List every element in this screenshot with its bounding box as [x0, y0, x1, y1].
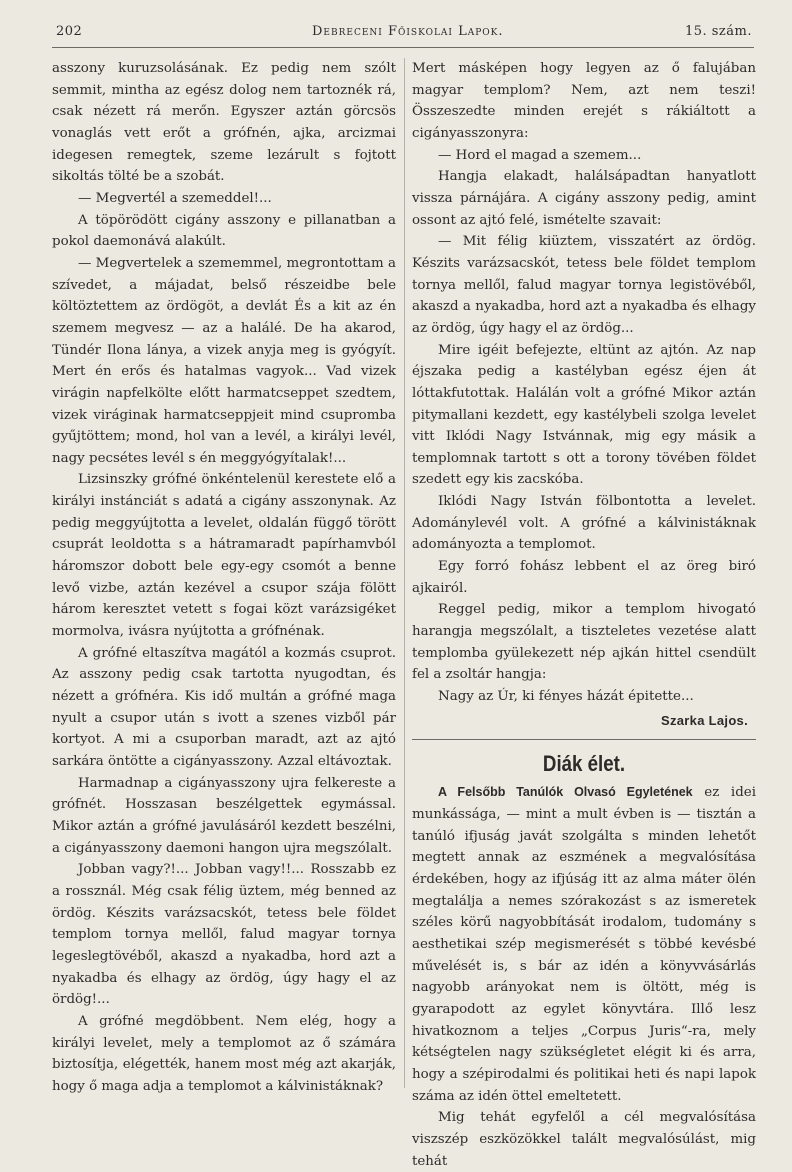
- paragraph: Hangja elakadt, halálsápadtan hanyatlott vissza párnájára. A cigány asszony pedig, amint ossont az ajtó felé, ismételte szavait:: [412, 169, 756, 228]
- column-divider: [404, 58, 405, 1088]
- paragraph: Nagy az Úr, ki fényes házát épitette...: [438, 689, 694, 705]
- paragraph: Mire igéit befejezte, eltünt az ajtón. Az nap éjszaka pedig a kastélyban egész éjen át lóttakfutottak. Halálán volt a grófné Mikor aztán pitymallani kezdett, egy kastélybeli szolga levelet vitt Iklódi Nagy Istvánnak, mig egy másik a templomnak tartott s ott a torony tövében földet szedett egy kis zacskóba.: [412, 342, 756, 488]
- left-column: [52, 58, 396, 1098]
- section-separator: [412, 739, 756, 740]
- section-lead: A Felsőbb Tanúlók Olvasó Egyletének: [438, 785, 693, 800]
- paragraph: asszony kuruzsolásának. Ez pedig nem szólt semmit, mintha az egész dolog nem tartoznék rá, csak nézett rá merőn. Egyszer aztán görcsös vonaglás vett erőt a grófnén, ajka, arcizmai idegesen remegtek, szeme lezárult s fojtott sikoltás tölté be a szobát.: [52, 61, 396, 185]
- paragraph: A grófné eltaszítva magától a kozmás csuprot. Az asszony pedig csak tartotta nyugodtan, és nézett a grófnéra. Kis idő multán a grófné maga nyult a csupor után s ivott a szenes vizből pár kortyot. A mi a csuporban maradt, azt az ajtó sarkára öntötte a cigányasszony. Azzal eltávoztak.: [52, 645, 396, 769]
- paragraph: — Hord el magad a szemem...: [438, 147, 642, 163]
- paragraph: Harmadnap a cigányasszony ujra felkereste a grófnét. Hosszasan beszélgettek egymással. Mikor aztán a grófné javulásáról kezdett beszélni, a cigányasszony daemoni hangon ujra megszólalt.: [52, 775, 396, 856]
- paragraph: Iklódi Nagy István fölbontotta a levelet. Adománylevél volt. A grófné a kálvinistáknak adományozta a templomot.: [412, 494, 756, 553]
- paragraph: Mert másképen hogy legyen az ő falujában magyar templom? Nem, azt nem teszi! Összeszedte minden erejét s rákiáltott a cigányasszonyra:: [412, 61, 756, 141]
- section-title: Diák élet.: [542, 751, 626, 777]
- paragraph-text: ez idei munkássága, — mint a mult évben is — tisztán a tanúló ifjuság javát szolgálta s minden lehetőt megtett annak az eszmének a megvalósítása érdekében, hogy az ifjúság itt az alma máter ölén megtalálja a nemes szórakozást s az ismeretek széles körű nagyobbítását irodalom, tudomány s aesthetikai szép megismerését s többé kevésbé művelését is, s bár az idén a könyvvásárlás nagyobb arányokat nem is öltött, még is gyarapodott az egylet könyvtára. Illő lesz hivatkoznom a teljes „Corpus Juris“-ra, mely kétségtelen nagy szükségletet elégit ki és arra, hogy a szépirodalmi és politikai heti és napi lapok száma az idén öttel emeltetett.: [412, 785, 756, 1104]
- paragraph: Reggel pedig, mikor a templom hivogató harangja megszólalt, a tiszteletes vezetése alatt templomba gyülekezett nép ajkán hittel csendült fel a zsoltár hangja:: [412, 602, 756, 683]
- right-column: [412, 58, 756, 1172]
- paragraph: — Mit félig kiüztem, visszatért az ördög. Készits varázsacskót, tetess bele földet templom tornya mellől, falud magyar tornya legistövéből, akaszd a nyakadba, hord azt a nyakadba és elhagy az ördög, úgy hagy el az ördög...: [412, 234, 756, 336]
- paragraph: [412, 782, 756, 1107]
- paragraph: — Megvertelek a szememmel, megrontottam a szívedet, a májadat, belső részeidbe bele költöztettem az ördögöt, a devlát És a kit az én szemem megvesz — az a halálé. De ha akarod, Tündér Ilona lánya, a vizek anyja meg is gyógyít. Mert én erős és hatalmas vagyok... Vad vizek virágin napfelkölte előtt harmatcseppet szedtem, vizek viráginak harmatcseppjeit mind csupromba gyűjtöttem; mond, hol van a levél, a királyi levél, nagy pecsétes levél s én meggyógyítalak!...: [52, 255, 396, 466]
- paragraph: A grófné megdöbbent. Nem elég, hogy a királyi levelet, mely a templomot az ő számára biztosítja, elégették, hanem most még azt akarják, hogy ő maga adja a templomot a kálvinistáknak?: [52, 1013, 396, 1094]
- journal-title: Debreceni Főiskolai Lapok.: [312, 24, 504, 39]
- paragraph: Mig tehát egyfelől a cél megvalósítása viszszép eszközökkel talált megvalósúlást, mig tehát: [412, 1110, 756, 1169]
- paragraph: Lizsinszky grófné önkéntelenül kerestete elő a királyi instánciát s adatá a cigány asszonynak. Az pedig meggyújtotta a levelet, oldalán függő törött csuprát leoldotta s a hátramaradt papírhamvból háromszor dobott bele egy-egy csomót a benne levő vizbe, aztán kezével a csupor szája fölött három keresztet vetett s fogai közt varázsigéket mormolva, ivásra nyújtotta a grófnénak.: [52, 472, 396, 640]
- author-signature: Szarka Lajos.: [661, 712, 748, 728]
- paragraph: Jobban vagy?!... Jobban vagy!!... Rosszabb ez a rossznál. Még csak félig üztem, még benned az ördög. Készits varázsacskót, tetess bele földet templom tornya mellől, falud magyar tornya legeslegtövéből, akaszd a nyakadba, hord azt a nyakadba és elhagy az ördög, úgy hagy el az ördög!...: [52, 862, 396, 1008]
- paragraph: Egy forró fohász lebbent el az öreg biró ajkairól.: [412, 559, 756, 596]
- issue-number: 15. szám.: [684, 24, 752, 39]
- paragraph: — Megvertél a szemeddel!...: [78, 190, 272, 206]
- page-number: 202: [56, 24, 83, 39]
- page-header: [52, 24, 752, 44]
- paragraph: A töpörödött cigány asszony e pillanatban a pokol daemonává alakúlt.: [52, 212, 396, 250]
- header-rule: [52, 47, 754, 48]
